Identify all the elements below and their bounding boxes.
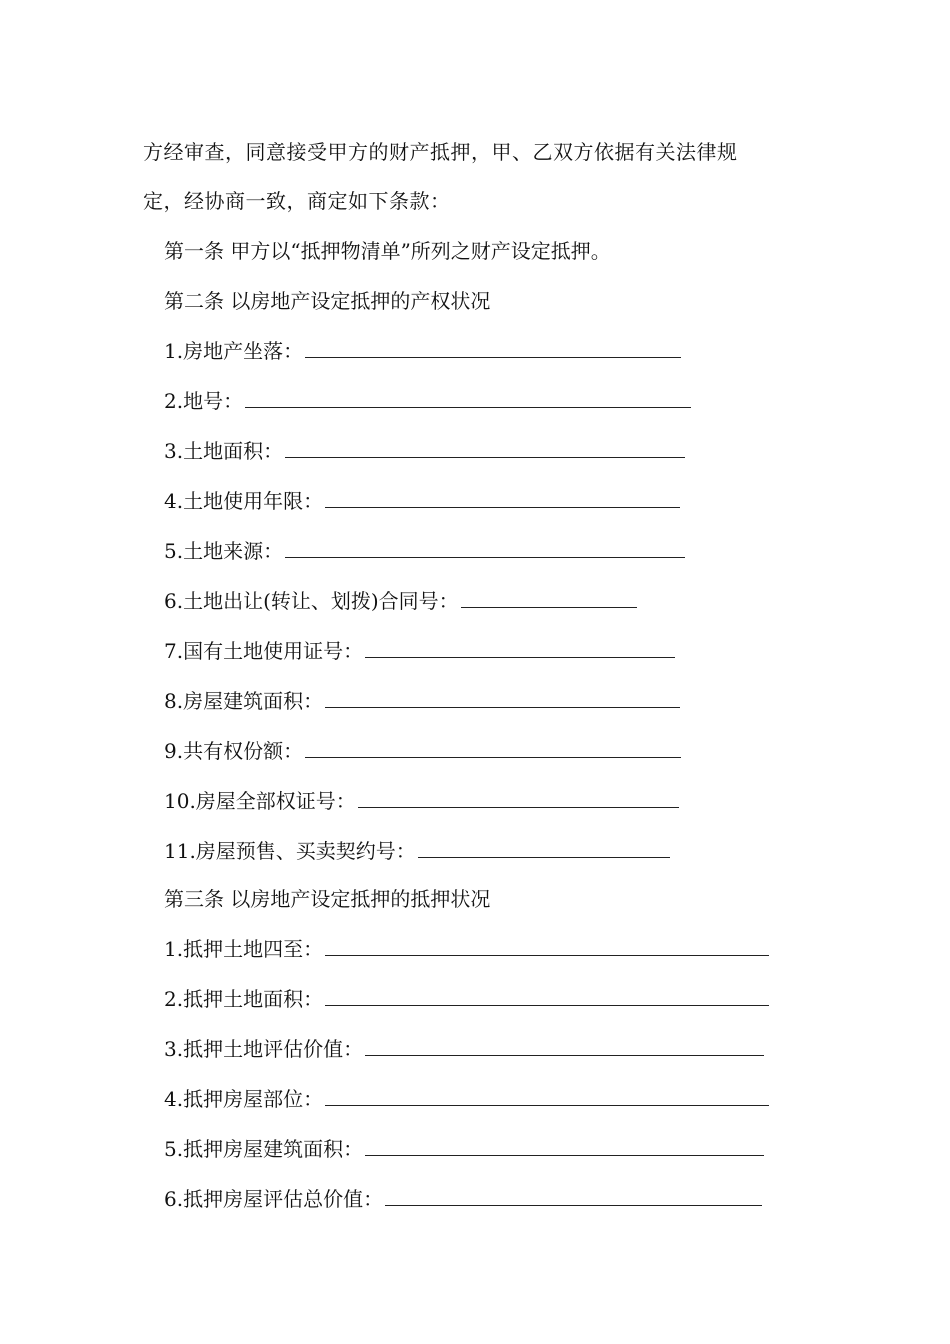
- fill-blank[interactable]: [325, 489, 680, 508]
- form-field-row: [164, 388, 691, 414]
- field-label: 11.房屋预售、买卖契约号：: [164, 839, 416, 863]
- form-field-row: [164, 986, 769, 1012]
- form-field-row: [164, 1186, 762, 1212]
- field-label: 2.地号：: [164, 389, 244, 413]
- fill-blank[interactable]: [325, 1087, 769, 1106]
- field-label: 4.抵押房屋部位：: [164, 1087, 324, 1111]
- field-label: 6.土地出让(转让、划拨)合同号：: [164, 589, 459, 613]
- intro-line-2: 定，经协商一致，商定如下条款：: [143, 189, 451, 213]
- intro-line-1: 方经审查，同意接受甲方的财产抵押，甲、乙双方依据有关法律规: [143, 140, 738, 164]
- form-field-row: [164, 838, 670, 864]
- fill-blank[interactable]: [325, 937, 769, 956]
- form-field-row: [164, 788, 679, 814]
- fill-blank[interactable]: [285, 539, 685, 558]
- form-field-row: [164, 1086, 769, 1112]
- fill-blank[interactable]: [358, 789, 679, 808]
- field-label: 4.土地使用年限：: [164, 489, 324, 513]
- form-field-row: [164, 338, 681, 364]
- field-label: 10.房屋全部权证号：: [164, 789, 356, 813]
- field-label: 8.房屋建筑面积：: [164, 689, 324, 713]
- fill-blank[interactable]: [325, 987, 769, 1006]
- form-field-row: [164, 1036, 764, 1062]
- fill-blank[interactable]: [385, 1187, 762, 1206]
- fill-blank[interactable]: [365, 1037, 764, 1056]
- field-label: 3.土地面积：: [164, 439, 284, 463]
- article-1: 第一条 甲方以“抵押物清单”所列之财产设定抵押。: [164, 239, 611, 263]
- fill-blank[interactable]: [305, 739, 681, 758]
- form-field-row: [164, 936, 769, 962]
- field-label: 1.抵押土地四至：: [164, 937, 324, 961]
- fill-blank[interactable]: [245, 389, 691, 408]
- field-label: 6.抵押房屋评估总价值：: [164, 1187, 384, 1211]
- field-label: 7.国有土地使用证号：: [164, 639, 364, 663]
- form-field-row: [164, 738, 681, 764]
- field-label: 5.抵押房屋建筑面积：: [164, 1137, 364, 1161]
- fill-blank[interactable]: [418, 839, 670, 858]
- fill-blank[interactable]: [365, 639, 675, 658]
- article-2-title: 第二条 以房地产设定抵押的产权状况: [164, 289, 491, 313]
- article-3-title: 第三条 以房地产设定抵押的抵押状况: [164, 887, 491, 911]
- field-label: 2.抵押土地面积：: [164, 987, 324, 1011]
- fill-blank[interactable]: [365, 1137, 764, 1156]
- form-field-row: [164, 588, 637, 614]
- fill-blank[interactable]: [285, 439, 685, 458]
- form-field-row: [164, 688, 680, 714]
- form-field-row: [164, 1136, 764, 1162]
- field-label: 9.共有权份额：: [164, 739, 304, 763]
- fill-blank[interactable]: [325, 689, 680, 708]
- fill-blank[interactable]: [461, 589, 637, 608]
- form-field-row: [164, 488, 680, 514]
- field-label: 1.房地产坐落：: [164, 339, 304, 363]
- form-field-row: [164, 438, 685, 464]
- form-field-row: [164, 538, 685, 564]
- form-field-row: [164, 638, 675, 664]
- field-label: 3.抵押土地评估价值：: [164, 1037, 364, 1061]
- fill-blank[interactable]: [305, 339, 681, 358]
- field-label: 5.土地来源：: [164, 539, 284, 563]
